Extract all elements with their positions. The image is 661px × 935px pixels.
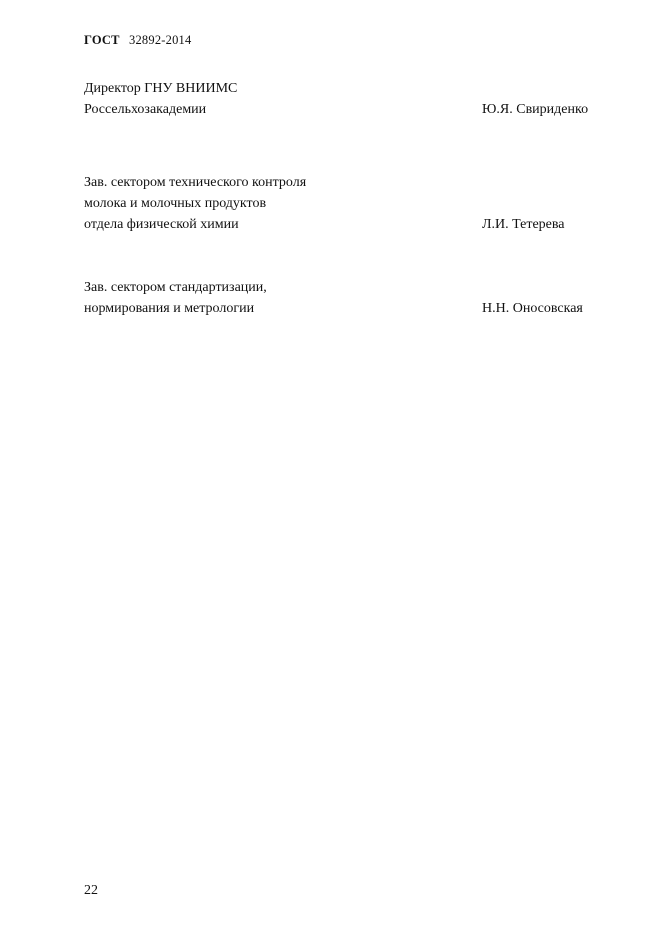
signatory-title-line: молока и молочных продуктов	[84, 196, 267, 211]
signatory-name: Л.И. Тетерева	[482, 217, 565, 232]
page-number: 22	[84, 883, 98, 898]
signatory-block	[84, 172, 624, 235]
signatory-title-line: Директор ГНУ ВНИИМС	[84, 81, 238, 96]
signatory-title-line: Зав. сектором стандартизации,	[84, 280, 267, 295]
signatory-block	[84, 277, 624, 319]
standard-number: 32892-2014	[129, 33, 192, 47]
signatory-title-line: Россельхозакадемии	[84, 102, 207, 117]
signatory-title-line: Зав. сектором технического контроля	[84, 175, 307, 190]
signatory-title-line: отдела физической химии	[84, 217, 239, 232]
signatory-name: Ю.Я. Свириденко	[482, 102, 589, 117]
signatory-title-line: нормирования и метрологии	[84, 301, 255, 316]
signatory-name: Н.Н. Оносовская	[482, 301, 583, 316]
signatory-block	[84, 78, 624, 120]
standard-label: ГОСТ	[84, 33, 120, 47]
page-header	[84, 33, 191, 48]
